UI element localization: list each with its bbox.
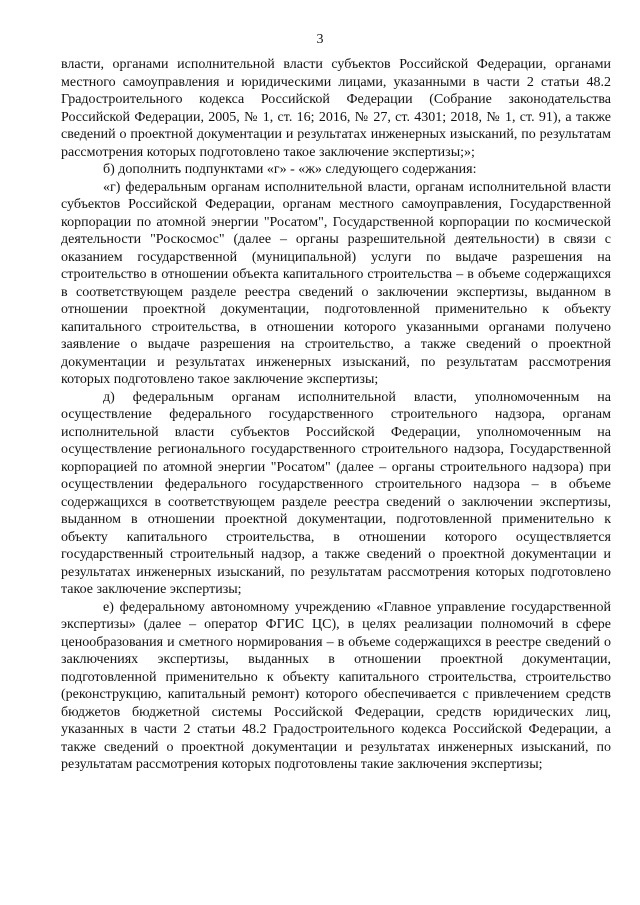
paragraph-g: «г) федеральным органам исполнительной власти, органам исполнительной власти субъектов Российской Федерации, органам местного самоуправления, Государственной корпорации по атомной энергии "Росатом", Государственной корпорации по космической деятельности "Роскосмос" (далее – органы разрешительной деятельности) в связи с оказанием государственной (муниципальной) услуги по выдаче разрешения на строительство в отношении объекта капитального строительства – в объеме содержащихся в соответствующем разделе реестра сведений о заключении экспертизы, выданном в отношении проектной документации, подготовленной применительно к объекту капитального строительства, в отношении которого указанными органами получено заявление о выдаче разрешения на строительство, а также сведений о проектной документации и результатах инженерных изысканий, по результатам рассмотрения которых подготовлено такое заключение экспертизы; — [61, 179, 611, 387]
paragraph-d: д) федеральным органам исполнительной власти, уполномоченным на осуществление федерального государственного строительного надзора, органам исполнительной власти субъектов Российской Федерации, уполномоченным на осуществление регионального государственного строительного надзора, Государственной корпорацией по атомной энергии "Росатом" (далее – органы строительного надзора) при осуществлении федерального государственного строительного надзора – в объеме содержащихся в соответствующем разделе реестра сведений о заключении экспертизы, выданном в отношении проектной документации, подготовленной применительно к объекту капитального строительства, в отношении которого осуществляется государственный строительный надзор, а также сведений о проектной документации и результатах инженерных изысканий, по результатам рассмотрения которых подготовлено такое заключение экспертизы; — [61, 389, 611, 597]
page-number: 3 — [316, 32, 324, 47]
paragraph-e: е) федеральному автономному учреждению «Главное управление государственной экспертизы» (далее – оператор ФГИС ЦС), в целях реализации полномочий в сфере ценообразования и сметного нормирования – в объеме содержащихся в реестре сведений о заключениях экспертизы, выданных в отношении проектной документации, подготовленной применительно к объекту капитального строительства, строительство (реконструкцию, капитальный ремонт) которого обеспечивается с привлечением средств бюджетов бюджетной системы Российской Федерации, средств юридических лиц, указанных в части 2 статьи 48.2 Градостроительного кодекса Российской Федерации, а также сведений о проектной документации и результатах инженерных изысканий, по результатам рассмотрения которых подготовлены такие заключения экспертизы; — [61, 599, 611, 772]
paragraph-continuation: власти, органами исполнительной власти субъектов Российской Федерации, органами местного самоуправления и юридическими лицами, указанными в части 2 статьи 48.2 Градостроительного кодекса Российской Федерации (Собрание законодательства Российской Федерации, 2005, № 1, ст. 16; 2016, № 27, ст. 4301; 2018, № 1, ст. 91), а также сведений о проектной документации и результатах инженерных изысканий, по результатам рассмотрения которых подготовлено такое заключение экспертизы;»; — [61, 57, 611, 160]
document-body — [61, 56, 611, 774]
paragraph-b: б) дополнить подпунктами «г» - «ж» следующего содержания: — [103, 162, 477, 177]
